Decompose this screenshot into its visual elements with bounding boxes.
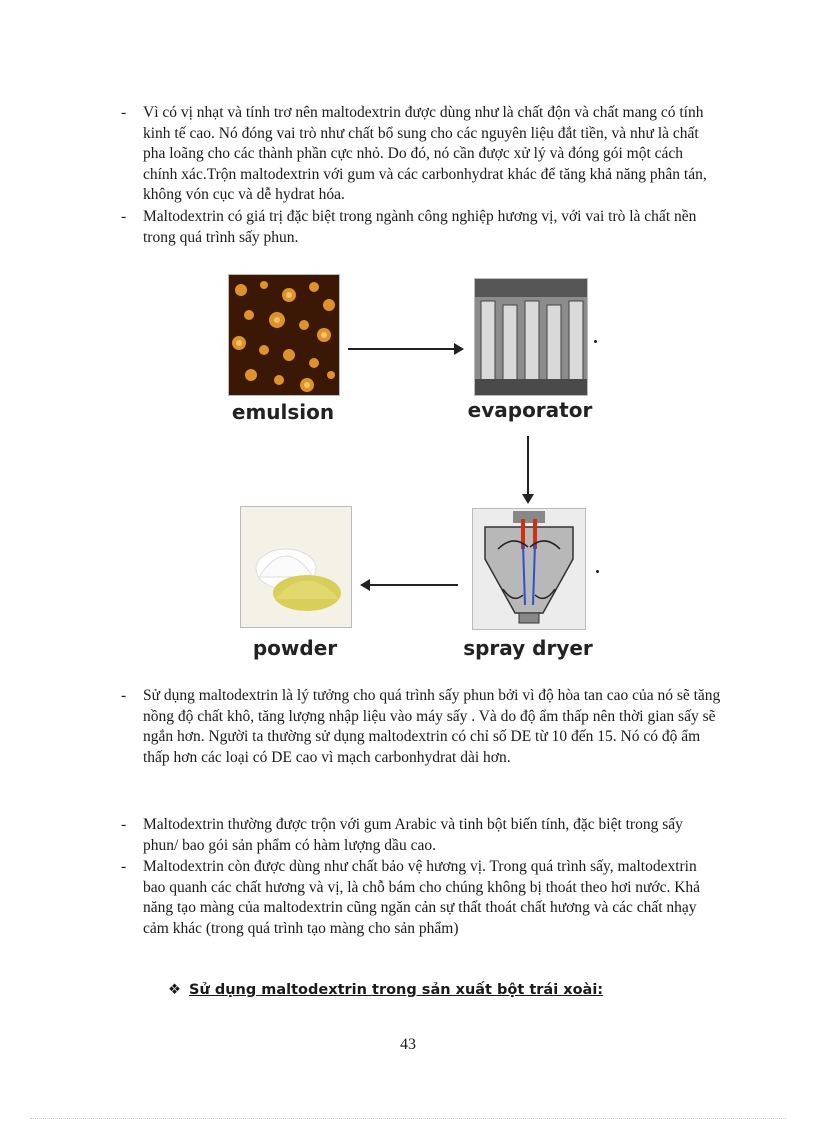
powder-image — [240, 506, 352, 628]
arrow-down — [527, 436, 529, 496]
heading-text: Sử dụng maltodextrin trong sản xuất bột trái xoài: — [189, 982, 604, 998]
bullet-paragraph — [121, 857, 721, 939]
evaporator-label: evaporator — [467, 398, 593, 422]
bullet-paragraph — [121, 686, 721, 768]
bullet-paragraph — [121, 207, 721, 248]
spray-dryer-image — [472, 508, 586, 630]
spray-dryer-label: spray dryer — [463, 636, 593, 660]
bullet-dash: - — [121, 208, 127, 225]
powder-label: powder — [252, 636, 338, 660]
bullet-paragraph — [121, 103, 721, 206]
page-number: 43 — [400, 1036, 416, 1053]
bullet-dash: - — [121, 687, 127, 704]
dot — [594, 340, 597, 343]
arrowhead-down-icon — [522, 494, 534, 504]
section-heading — [168, 982, 603, 998]
paragraph-text: Vì có vị nhạt và tính trơ nên maltodextrin được dùng như là chất độn và chất mang có tính kinh tế cao. Nó đóng vai trò như chất bổ sung cho các nguyên liệu đắt tiền, và như là chất pha loãng cho các thành phần cực nhỏ. Do đó, nó cần được xử lý và đóng gói một cách chính xác.Trộn maltodextrin với gum và các carbonhydrat khác để tăng khả năng phân tán, không vón cục và dễ hydrat hóa. — [143, 104, 707, 204]
emulsion-image — [228, 274, 340, 396]
arrow-left — [366, 584, 458, 586]
paragraph-text: Maltodextrin có giá trị đặc biệt trong ngành công nghiệp hương vị, với vai trò là chất nền trong quá trình sấy phun. — [143, 208, 697, 246]
emulsion-label: emulsion — [231, 400, 335, 424]
diamond-bullet-icon: ❖ — [168, 982, 181, 998]
paragraph-text: Maltodextrin thường được trộn với gum Arabic và tinh bột biến tính, đặc biệt trong sấy phun/ bao gói sản phẩm có hàm lượng dầu cao. — [143, 816, 683, 854]
bullet-dash: - — [121, 858, 127, 875]
footer-divider — [30, 1118, 786, 1119]
dot — [596, 570, 599, 573]
paragraph-text: Sử dụng maltodextrin là lý tưởng cho quá trình sấy phun bởi vì độ hòa tan cao của nó sẽ tăng nồng độ chất khô, tăng lượng nhập liệu vào máy sấy . Và do độ ẩm thấp nên thời gian sấy sẽ ngắn hơn. Người ta thường sử dụng maltodextrin có chỉ số DE từ 10 đến 15. Nó có độ ẩm thấp hơn các loại có DE cao vì mạch carbonhydrat dài hơn. — [143, 687, 721, 766]
bullet-paragraph — [121, 815, 721, 856]
bullet-dash: - — [121, 816, 127, 833]
arrowhead-left-icon — [360, 579, 370, 591]
spray-drying-diagram — [216, 268, 611, 668]
arrow-right — [348, 348, 458, 350]
bullet-dash: - — [121, 104, 127, 121]
arrowhead-right-icon — [454, 343, 464, 355]
paragraph-text: Maltodextrin còn được dùng như chất bảo vệ hương vị. Trong quá trình sấy, maltodextrin bao quanh các chất hương và vị, là chỗ bám cho chúng không bị thoát theo hơi nước. Khả năng tạo màng của maltodextrin cũng ngăn cản sự thất thoát chất hương và các chất nhạy cảm khác (trong quá trình tạo màng cho sản phẩm) — [143, 858, 701, 937]
evaporator-image — [474, 278, 588, 396]
